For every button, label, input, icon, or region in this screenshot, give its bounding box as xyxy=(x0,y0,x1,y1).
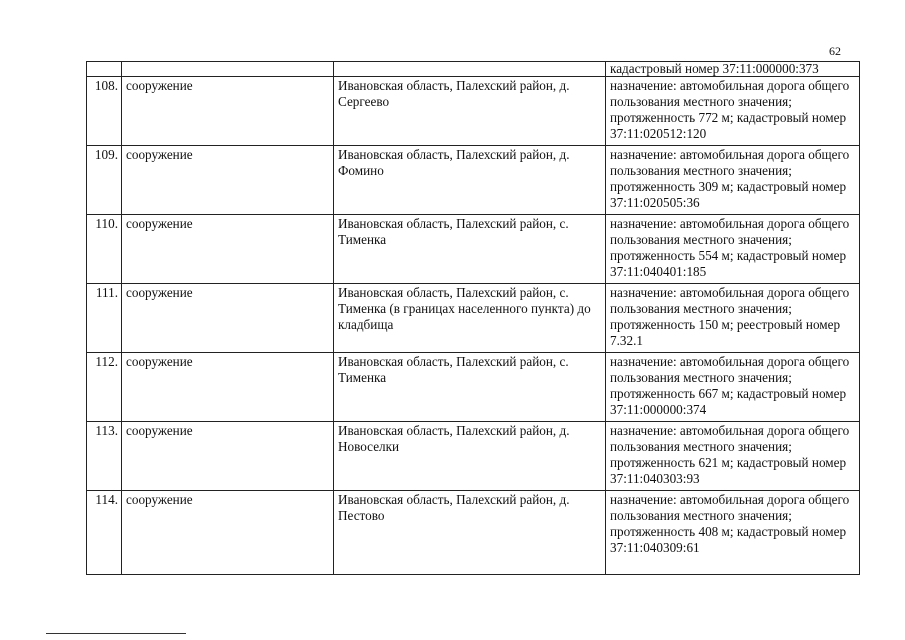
table-row xyxy=(87,491,860,575)
cell-number: 111. xyxy=(87,284,122,353)
cell-object-type: сооружение xyxy=(122,77,334,146)
footer-divider xyxy=(46,633,186,634)
cell-details: назначение: автомобильная дорога общего пользования местного значения; протяженность 408 м; кадастровый номер 37:11:040309:61 xyxy=(606,491,860,575)
cell-details: кадастровый номер 37:11:000000:373 xyxy=(606,62,860,77)
cell-address: Ивановская область, Палехский район, д. Пестово xyxy=(334,491,606,575)
page-number: 62 xyxy=(829,44,841,58)
cell-number: 110. xyxy=(87,215,122,284)
cell-number xyxy=(87,62,122,77)
cell-object-type: сооружение xyxy=(122,146,334,215)
table-row xyxy=(87,215,860,284)
cell-address: Ивановская область, Палехский район, с. Тименка (в границах населенного пункта) до кладбища xyxy=(334,284,606,353)
table-row xyxy=(87,422,860,491)
continuation-row xyxy=(87,62,860,77)
cell-address: Ивановская область, Палехский район, с. Тименка xyxy=(334,353,606,422)
cell-number: 108. xyxy=(87,77,122,146)
cell-address: Ивановская область, Палехский район, д. Новоселки xyxy=(334,422,606,491)
cell-object-type: сооружение xyxy=(122,284,334,353)
cell-object-type xyxy=(122,62,334,77)
cell-number: 112. xyxy=(87,353,122,422)
cell-address: Ивановская область, Палехский район, д. Сергеево xyxy=(334,77,606,146)
cell-number: 109. xyxy=(87,146,122,215)
table-row xyxy=(87,284,860,353)
cell-details: назначение: автомобильная дорога общего пользования местного значения; протяженность 150 м; реестровый номер 7.32.1 xyxy=(606,284,860,353)
cell-details: назначение: автомобильная дорога общего пользования местного значения; протяженность 554 м; кадастровый номер 37:11:040401:185 xyxy=(606,215,860,284)
table-body xyxy=(87,62,860,575)
cell-number: 113. xyxy=(87,422,122,491)
property-registry-table xyxy=(86,61,860,575)
cell-details: назначение: автомобильная дорога общего пользования местного значения; протяженность 621 м; кадастровый номер 37:11:040303:93 xyxy=(606,422,860,491)
cell-details: назначение: автомобильная дорога общего пользования местного значения; протяженность 309 м; кадастровый номер 37:11:020505:36 xyxy=(606,146,860,215)
cell-address: Ивановская область, Палехский район, с. Тименка xyxy=(334,215,606,284)
table-row xyxy=(87,353,860,422)
cell-details: назначение: автомобильная дорога общего пользования местного значения; протяженность 667 м; кадастровый номер 37:11:000000:374 xyxy=(606,353,860,422)
cell-address xyxy=(334,62,606,77)
cell-address: Ивановская область, Палехский район, д. Фомино xyxy=(334,146,606,215)
cell-object-type: сооружение xyxy=(122,353,334,422)
table-row xyxy=(87,146,860,215)
cell-object-type: сооружение xyxy=(122,491,334,575)
cell-object-type: сооружение xyxy=(122,215,334,284)
cell-details: назначение: автомобильная дорога общего пользования местного значения; протяженность 772 м; кадастровый номер 37:11:020512:120 xyxy=(606,77,860,146)
cell-number: 114. xyxy=(87,491,122,575)
cell-object-type: сооружение xyxy=(122,422,334,491)
table-row xyxy=(87,77,860,146)
